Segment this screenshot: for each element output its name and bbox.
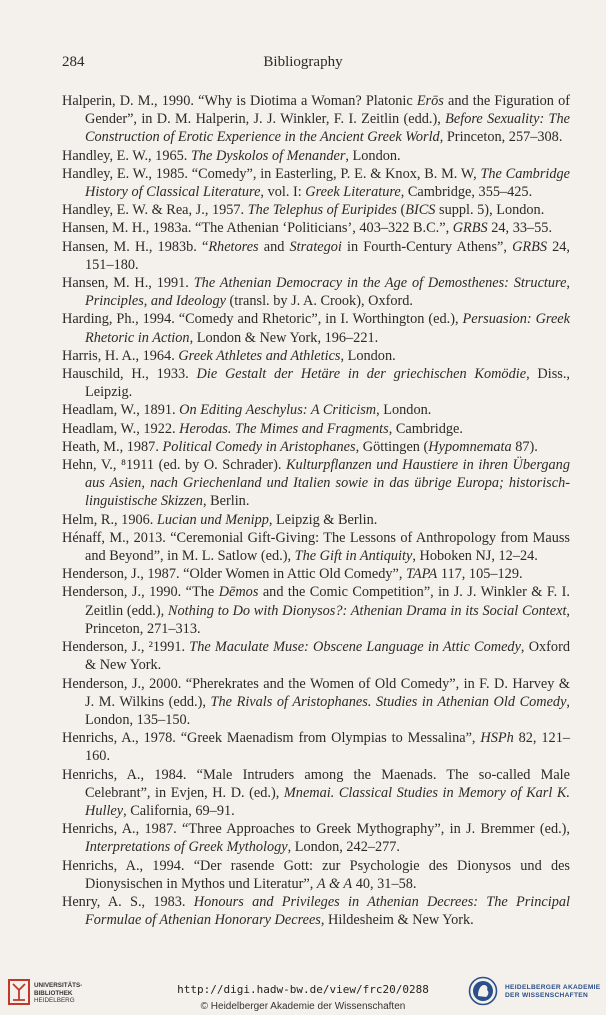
italic-title: Kulturpflanzen und Haustiere in ihren Übergang aus Asien, nach Griechenland und Italien sowie in das übrige Europa; historisch-linguistische Skizzen	[85, 457, 570, 510]
italic-title: Greek Athletes and Athletics	[178, 347, 341, 364]
bibliography-entry	[62, 511, 570, 529]
entry-text: 24, 151–180.	[85, 238, 570, 273]
bibliography-entry	[62, 201, 570, 219]
entry-text: Hehn, V., ⁸1911 (ed. by O. Schrader).	[62, 457, 286, 474]
italic-title: Dēmos	[218, 584, 259, 601]
entry-text: , Princeton, 257–308.	[439, 129, 563, 146]
bibliography-entry	[62, 238, 570, 274]
entry-text: Handley, E. W. & Rea, J., 1957.	[62, 202, 248, 219]
bibliography-entry	[62, 347, 570, 365]
italic-title: TAPA	[406, 566, 438, 583]
running-title: Bibliography	[263, 54, 343, 70]
entry-text: Hauschild, H., 1933.	[62, 366, 197, 383]
entry-text: , Leipzig & Berlin.	[268, 511, 378, 528]
italic-title: The Athenian Democracy in the Age of Demosthenes: Structure, Principles, and Ideology	[85, 275, 570, 310]
entry-text: Henrichs, A., 1994. “Der rasende Gott: zur Psychologie des Dionysos und des Dionysischen in Mythos und Literatur”,	[62, 857, 570, 892]
entry-text: Hénaff, M., 2013. “Ceremonial Gift-Giving: The Lessons of Anthropology from Mauss and Beyond”, in M. L. Satlow (ed.),	[62, 529, 570, 565]
bibliography-entry	[62, 675, 570, 730]
italic-title: Nothing to Do with Dionysos?: Athenian Drama in its Social Context	[167, 602, 567, 619]
italic-title: The Rivals of Aristophanes. Studies in Athenian Old Comedy	[210, 693, 567, 710]
copyright-notice: © Heidelberger Akademie der Wissenschaften	[200, 1001, 406, 1012]
italic-title: The Cambridge History of Classical Literature	[85, 165, 570, 201]
running-head	[0, 54, 606, 74]
bibliography-list	[62, 92, 570, 929]
entry-text: 24, 33–55.	[487, 220, 553, 237]
entry-text: Halperin, D. M., 1990. “Why is Diotima a Woman? Platonic	[62, 93, 417, 109]
entry-text: Henrichs, A., 1987. “Three Approaches to Greek Mythography”, in J. Bremmer (ed.),	[62, 821, 570, 838]
italic-title: Herodas. The Mimes and Fragments	[179, 420, 389, 437]
italic-title: A & A	[316, 875, 353, 892]
entry-text: Hansen, M. H., 1983b. “	[62, 238, 209, 255]
italic-title: BICS	[405, 202, 436, 219]
bibliography-entry	[62, 401, 570, 419]
bibliography-entry	[62, 365, 570, 401]
entry-text: and the Figuration of Gender”, in D. M. Halperin, J. J. Winkler, F. I. Zeitlin (edd.),	[85, 93, 570, 128]
italic-title: GRBS	[512, 238, 548, 255]
italic-title: HSPh	[480, 730, 514, 747]
entry-text: , London & New York, 196–221.	[189, 329, 379, 346]
entry-text: , Cambridge, 355–425.	[400, 184, 533, 201]
bibliography-entry	[62, 893, 570, 929]
italic-title: The Telephus of Euripides	[247, 202, 397, 219]
entry-text: Helm, R., 1906.	[62, 511, 157, 528]
entry-text: , Berlin.	[202, 493, 250, 510]
academy-line: HEIDELBERGER AKADEMIE	[505, 984, 601, 991]
entry-text: Heath, M., 1987.	[62, 438, 163, 455]
bibliography-entry	[62, 274, 570, 310]
entry-text: Headlam, W., 1922.	[62, 420, 180, 437]
bibliography-entry	[62, 638, 570, 674]
entry-text: (transl. by J. A. Crook), Oxford.	[225, 293, 413, 310]
entry-text: Headlam, W., 1891.	[62, 402, 180, 419]
entry-text: Hansen, M. H., 1983a. “The Athenian ‘Politicians’, 403–322 B.C.”,	[62, 220, 453, 237]
entry-text: , Hoboken NJ, 12–24.	[412, 548, 538, 565]
bibliography-entry	[62, 456, 570, 511]
bibliography-entry	[62, 729, 570, 765]
academy-name	[505, 984, 600, 1000]
entry-text: , California, 69–91.	[123, 802, 235, 819]
entry-text: 87).	[511, 438, 538, 455]
italic-title: Lucian und Menipp	[156, 511, 269, 528]
uni-line: HEIDELBERG	[34, 997, 75, 1004]
italic-title: Rhetores	[208, 238, 259, 255]
entry-text: , London.	[376, 402, 432, 419]
italic-title: The Dyskolos of Menander	[190, 147, 346, 164]
entry-text: , Hildesheim & New York.	[320, 912, 474, 929]
entry-text: Handley, E. W., 1965.	[62, 147, 191, 164]
entry-text: and the Comic Competition”, in J. J. Winkler & F. I. Zeitlin (edd.),	[85, 584, 570, 619]
entry-text: Henry, A. S., 1983.	[62, 893, 194, 910]
entry-text: Henderson, J., 1987. “Older Women in Attic Old Comedy”,	[62, 566, 407, 583]
bibliography-entry	[62, 219, 570, 237]
bibliography-entry	[62, 565, 570, 583]
bibliography-entry	[62, 420, 570, 438]
bibliography-entry	[62, 857, 570, 893]
entry-text: , Princeton, 271–313.	[85, 602, 570, 637]
entry-text: Henderson, J., 2000. “Pherekrates and the Women of Old Comedy”, in F. D. Harvey & J. M. Wilkins (edd.),	[62, 675, 570, 710]
italic-title: Strategoi	[289, 238, 342, 255]
italic-title: Interpretations of Greek Mythology	[85, 839, 288, 856]
italic-title: Hypomnemata	[428, 438, 512, 455]
entry-text: Henderson, J., 1990. “The	[62, 584, 219, 601]
entry-text: , Cambridge.	[388, 420, 463, 437]
entry-text: , Diss., Leipzig.	[85, 366, 570, 401]
italic-title: The Maculate Muse: Obscene Language in Attic Comedy	[189, 639, 521, 656]
italic-title: Before Sexuality: The Construction of Erotic Experience in the Ancient Greek World	[85, 111, 570, 146]
entry-text: Henrichs, A., 1984. “Male Intruders among the Maenads. The so-called Male Celebrant”, in Evjen, H. D. (ed.),	[62, 766, 570, 801]
bibliography-entry	[62, 529, 570, 565]
entry-text: Harding, Ph., 1994. “Comedy and Rhetoric”, in I. Worthington (ed.),	[62, 311, 463, 328]
entry-text: 40, 31–58.	[352, 875, 417, 892]
entry-text: 117, 105–129.	[437, 566, 523, 583]
entry-text: Hansen, M. H., 1991.	[62, 275, 194, 292]
footer	[0, 972, 606, 1015]
bibliography-entry	[62, 92, 570, 147]
entry-text: and	[258, 238, 290, 255]
uni-line: UNIVERSITÄTS-	[34, 982, 83, 989]
academy-line: DER WISSENSCHAFTEN	[505, 992, 589, 999]
italic-title: The Gift in Antiquity	[294, 548, 413, 565]
bibliography-entry	[62, 583, 570, 638]
permalink[interactable]: http://digi.hadw-bw.de/view/frc20/0288	[177, 983, 429, 996]
entry-text: , London.	[345, 147, 401, 164]
entry-text: Henrichs, A., 1978. “Greek Maenadism from Olympias to Messalina”,	[62, 730, 481, 747]
entry-text: , London.	[340, 347, 396, 364]
entry-text: (	[396, 202, 406, 219]
uni-line: BIBLIOTHEK	[34, 989, 73, 997]
academy-seal-icon	[468, 976, 498, 1006]
italic-title: Greek Literature	[305, 184, 401, 201]
entry-text: , Göttingen (	[355, 438, 429, 455]
entry-text: in Fourth-Century Athens”,	[341, 238, 513, 255]
italic-title: Mnemai. Classical Studies in Memory of Karl K. Hulley	[85, 784, 570, 819]
entry-text: , Oxford & New York.	[85, 639, 570, 674]
italic-title: Die Gestalt der Hetäre in der griechischen Komödie	[196, 366, 527, 383]
italic-title: GRBS	[452, 220, 488, 237]
entry-text: Henderson, J., ²1991.	[62, 639, 190, 656]
entry-text: , vol. I:	[260, 184, 306, 201]
entry-text: , London, 242–277.	[287, 839, 401, 856]
bibliography-entry	[62, 165, 570, 201]
bibliography-entry	[62, 438, 570, 456]
entry-text: , London, 135–150.	[85, 693, 570, 728]
entry-text: Harris, H. A., 1964.	[62, 347, 179, 364]
italic-title: Erōs	[416, 93, 444, 109]
bibliography-entry	[62, 147, 570, 165]
italic-title: On Editing Aeschylus: A Criticism	[179, 402, 377, 419]
italic-title: Honours and Privileges in Athenian Decrees: The Principal Formulae of Athenian Honorary Decrees	[85, 893, 570, 929]
italic-title: Persuasion: Greek Rhetoric in Action	[85, 311, 570, 346]
italic-title: Political Comedy in Aristophanes	[162, 438, 356, 455]
entry-text: 82, 121–160.	[85, 730, 570, 765]
entry-text: suppl. 5), London.	[435, 202, 545, 219]
entry-text: Handley, E. W., 1985. “Comedy”, in Easterling, P. E. & Knox, B. M. W,	[62, 165, 481, 182]
bibliography-entry	[62, 820, 570, 856]
bibliography-entry	[62, 310, 570, 346]
bibliography-entry	[62, 766, 570, 821]
page-number: 284	[62, 54, 85, 70]
